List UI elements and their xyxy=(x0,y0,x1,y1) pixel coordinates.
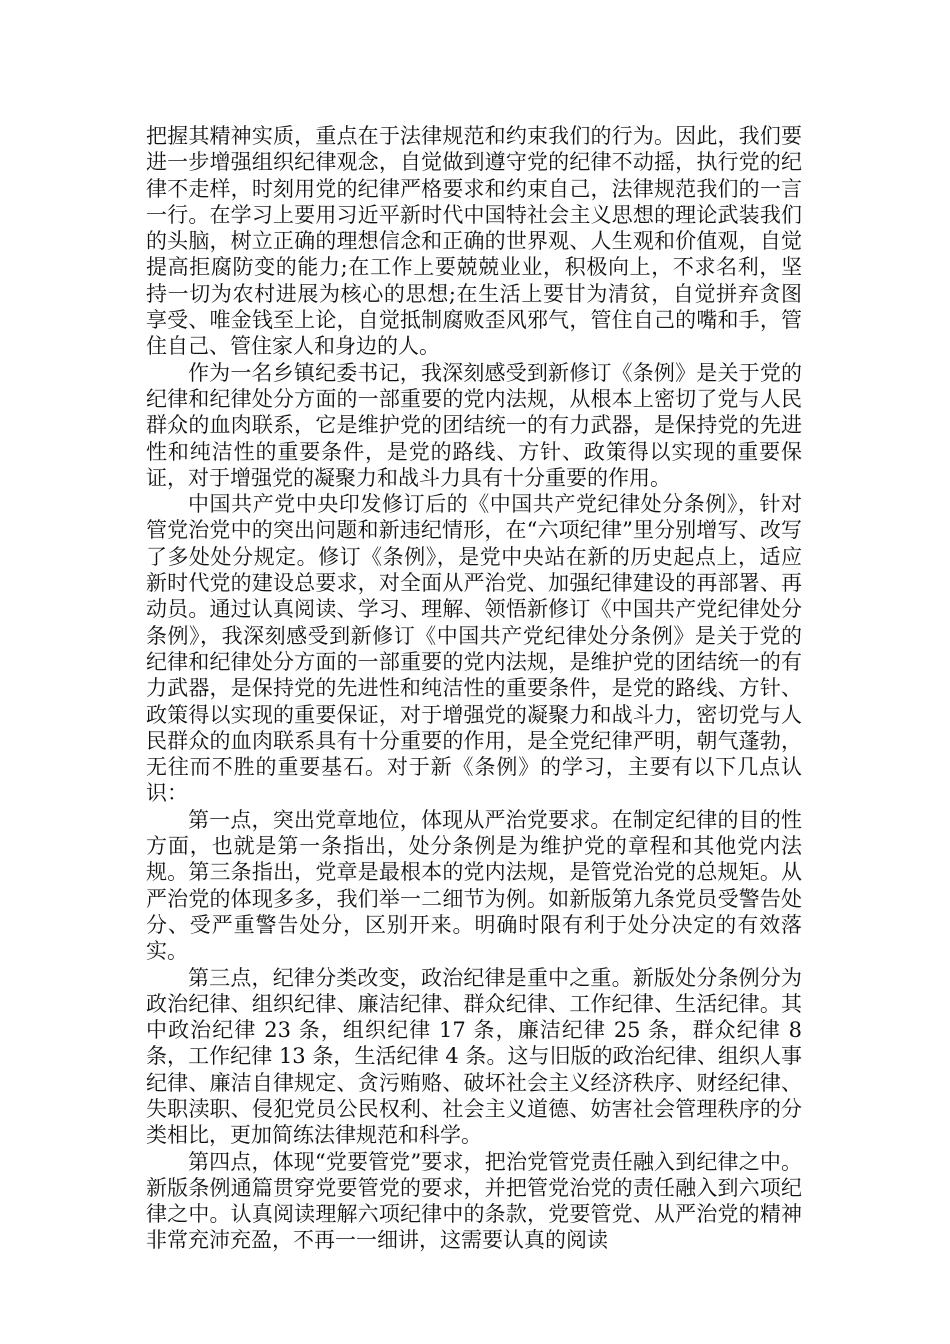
paragraph-5: 第三点，纪律分类改变，政治纪律是重中之重。新版处分条例分为政治纪律、组织纪律、廉洁纪律、群众纪律、工作纪律、生活纪律。其中政治纪律 23 条，组织纪律 17 条，廉洁纪律 25 条，群众纪律 8 条，工作纪律 13 条，生活纪律 4 条。这与旧版的政治纪律、组织人事纪律、廉洁自律规定、贪污贿赂、破坏社会主义经济秩序、财经纪律、失职渎职、侵犯党员公民权利、社会主义道德、妨害社会管理秩序的分类相比，更加简练法律规范和科学。 xyxy=(146,965,802,1148)
document-body xyxy=(146,123,802,1254)
paragraph-3: 中国共产党中央印发修订后的《中国共产党纪律处分条例》，针对管党治党中的突出问题和新违纪情形，在“六项纪律”里分别增写、改写了多处处分规定。修订《条例》，是党中央站在新的历史起点上，适应新时代党的建设总要求，对全面从严治党、加强纪律建设的再部署、再动员。通过认真阅读、学习、理解、领悟新修订《中国共产党纪律处分条例》，我深刻感受到新修订《中国共产党纪律处分条例》是关于党的纪律和纪律处分方面的一部重要的党内法规，是维护党的团结统一的有力武器，是保持党的先进性和纯洁性的重要条件，是党的路线、方针、政策得以实现的重要保证，对于增强党的凝聚力和战斗力，密切党与人民群众的血肉联系具有十分重要的作用，是全党纪律严明，朝气蓬勃，无往而不胜的重要基石。对于新《条例》的学习，主要有以下几点认识： xyxy=(146,492,802,806)
paragraph-1: 把握其精神实质，重点在于法律规范和约束我们的行为。因此，我们要进一步增强组织纪律观念，自觉做到遵守党的纪律不动摇，执行党的纪律不走样，时刻用党的纪律严格要求和约束自己，法律规范我们的一言一行。在学习上要用习近平新时代中国特社会主义思想的理论武装我们的头脑，树立正确的理想信念和正确的世界观、人生观和价值观，自觉提高拒腐防变的能力;在工作上要兢兢业业，积极向上，不求名利，坚持一切为农村进展为核心的思想;在生活上要甘为清贫，自觉拼弃贪图享受、唯金钱至上论，自觉抵制腐败歪风邪气，管住自己的嘴和手，管住自己、管住家人和身边的人。 xyxy=(146,124,802,359)
paragraph-2: 作为一名乡镇纪委书记，我深刻感受到新修订《条例》是关于党的纪律和纪律处分方面的一部重要的党内法规，从根本上密切了党与人民群众的血肉联系，它是维护党的团结统一的有力武器，是保持党的先进性和纯洁性的重要条件，是党的路线、方针、政策得以实现的重要保证，对于增强党的凝聚力和战斗力具有十分重要的作用。 xyxy=(146,360,802,490)
paragraph-4: 第一点，突出党章地位，体现从严治党要求。在制定纪律的目的性方面，也就是第一条指出，处分条例是为维护党的章程和其他党内法规。第三条指出，党章是最根本的党内法规，是管党治党的总规矩。从严治党的体现多多，我们举一二细节为例。如新版第九条党员受警告处分、受严重警告处分，区别开来。明确时限有利于处分决定的有效落实。 xyxy=(146,807,802,964)
paragraph-6: 第四点，体现“党要管党”要求，把治党管党责任融入到纪律之中。新版条例通篇贯穿党要管党的要求，并把管党治党的责任融入到六项纪律之中。认真阅读理解六项纪律中的条款，党要管党、从严治党的精神非常充沛充盈，不再一一细讲，这需要认真的阅读 xyxy=(146,1149,802,1253)
